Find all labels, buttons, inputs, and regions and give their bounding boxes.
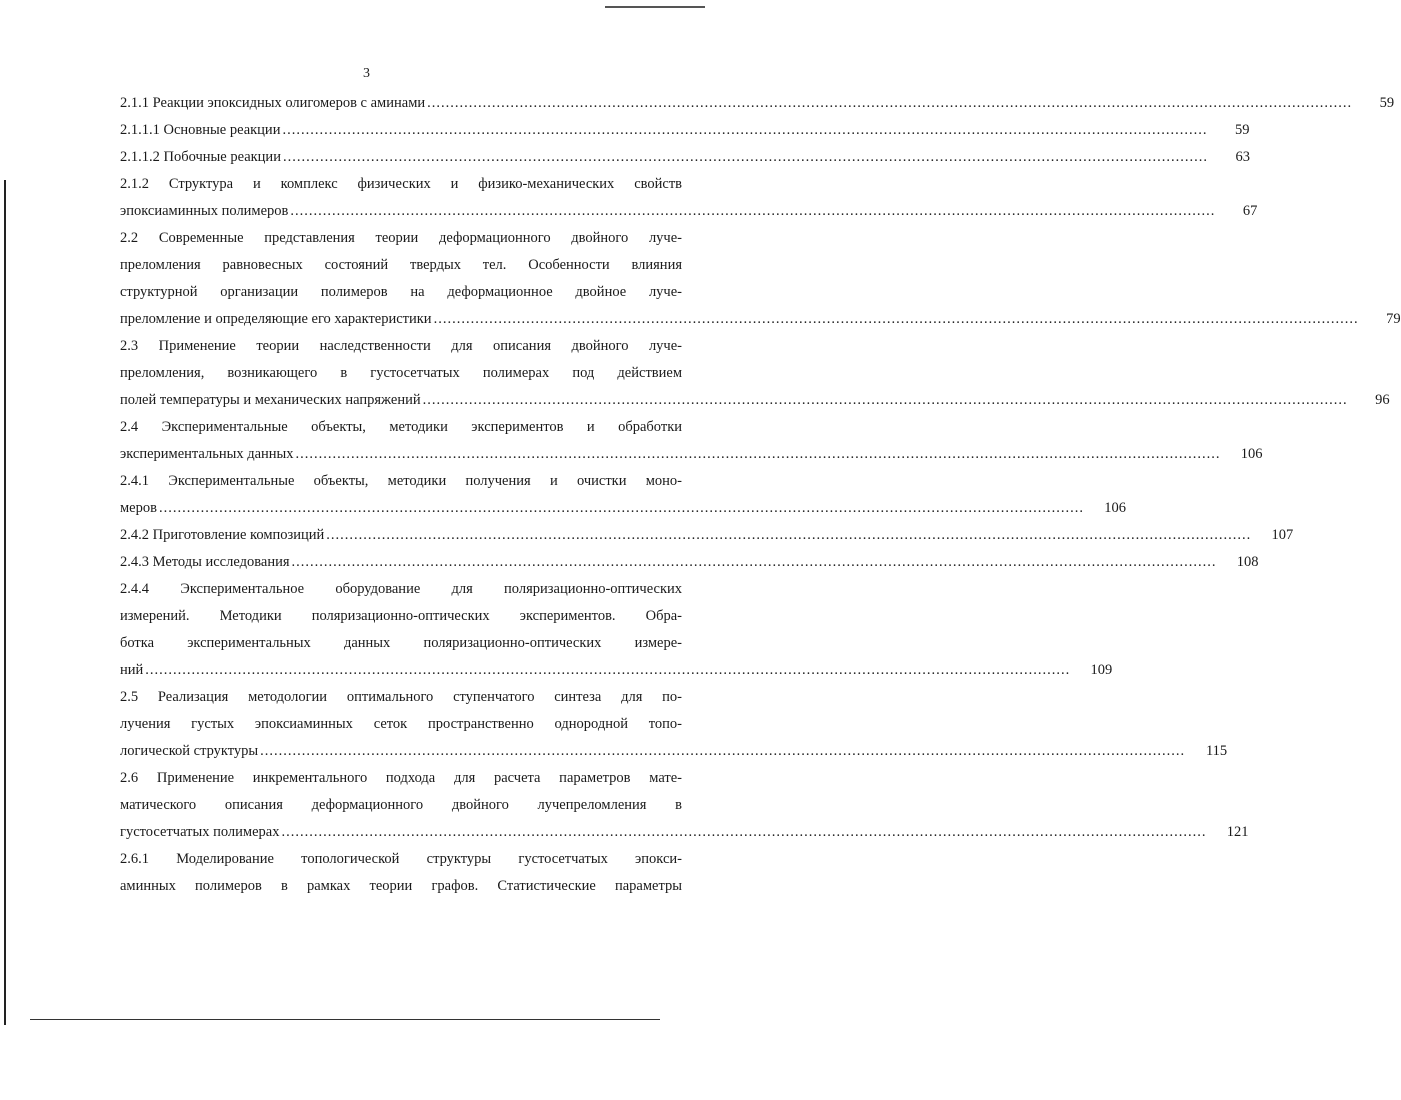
toc-page-number: 106 (1240, 446, 1263, 462)
toc-page-number: 59 (1379, 95, 1395, 111)
toc-entry-text: аминных полимеров в рамках теории графов. Статистические параметры (120, 878, 682, 894)
dot-leader: ........................................................................................................................................................................................................ (290, 203, 1216, 219)
toc-entry (120, 333, 1390, 414)
scan-artifact-bottom-line (30, 1019, 660, 1020)
toc-page-number: 121 (1226, 824, 1249, 840)
toc-entry (120, 414, 1263, 468)
toc-entry-text: полей температуры и механических напряжений (120, 392, 421, 408)
toc-entry-last-line (120, 117, 1250, 144)
toc-entry-text: преломление и определяющие его характеристики (120, 311, 432, 327)
toc-entry-last-line (120, 441, 1263, 468)
toc-entry-text: 2.2 Современные представления теории деформационного двойного луче- (120, 230, 682, 246)
toc-entry-text: густосетчатых полимерах (120, 824, 280, 840)
toc-entry (120, 90, 1395, 117)
toc-entry (120, 522, 1294, 549)
dot-leader: ........................................................................................................................................................................................................ (422, 392, 1348, 408)
toc-entry-last-line (120, 657, 1113, 684)
toc-entry (120, 576, 1113, 684)
toc-page-number: 79 (1386, 311, 1401, 327)
toc-entry-text: матического описания деформационного двойного лучепреломления в (120, 797, 682, 813)
toc-entry-text: 2.5 Реализация методологии оптимального ступенчатого синтеза для по- (120, 689, 682, 705)
dot-leader: ........................................................................................................................................................................................................ (433, 311, 1359, 327)
toc-page-number: 107 (1271, 527, 1294, 543)
toc-entry-text: ний (120, 662, 144, 678)
toc-entry-text: структурной организации полимеров на деформационное двойное луче- (120, 284, 682, 300)
toc-entry-text: 2.1.1.1 Основные реакции (120, 122, 281, 138)
dot-leader: ........................................................................................................................................................................................................ (326, 527, 1252, 543)
toc-entry (120, 684, 1228, 765)
toc-page-number: 67 (1242, 203, 1258, 219)
toc-entry (120, 144, 1250, 171)
toc-entry-last-line (120, 819, 1249, 846)
toc-entry-last-line (120, 90, 1395, 117)
toc-entry-text: экспериментальных данных (120, 446, 294, 462)
toc-entry-text: 2.6.1 Моделирование топологической структуры густосетчатых эпокси- (120, 851, 682, 867)
scan-artifact-left-edge (4, 180, 6, 1025)
toc-entry (120, 468, 1126, 522)
dot-leader: ........................................................................................................................................................................................................ (282, 149, 1208, 165)
toc-page-number: 115 (1205, 743, 1228, 759)
toc-entry-text: 2.4.1 Экспериментальные объекты, методики получения и очистки моно- (120, 473, 682, 489)
toc-entry (120, 117, 1250, 144)
scan-artifact-top (605, 0, 705, 8)
dot-leader: ........................................................................................................................................................................................................ (282, 122, 1208, 138)
toc-entry-text: 2.4.3 Методы исследования (120, 554, 290, 570)
dot-leader: ........................................................................................................................................................................................................ (145, 662, 1071, 678)
toc-page-number: 59 (1234, 122, 1250, 138)
toc-entry-text: 2.1.2 Структура и комплекс физических и физико-механических свойств (120, 176, 682, 192)
toc-entry-text: логической структуры (120, 743, 259, 759)
toc-entry-text: 2.1.1.2 Побочные реакции (120, 149, 281, 165)
toc-entry-text: 2.3 Применение теории наследственности для описания двойного луче- (120, 338, 682, 354)
toc-entry (120, 846, 682, 900)
toc-entry-text: 2.4.4 Экспериментальное оборудование для поляризационно-оптических (120, 581, 682, 597)
toc-page-number: 106 (1104, 500, 1126, 516)
toc-entry-last-line (120, 387, 1390, 414)
toc-entry-text: 2.4 Экспериментальные объекты, методики экспериментов и обработки (120, 419, 682, 435)
toc-page-number: 63 (1235, 149, 1250, 165)
toc-entry-last-line (120, 522, 1294, 549)
toc-entry-last-line (120, 549, 1259, 576)
table-of-contents (120, 90, 1401, 900)
toc-entry-text: меров (120, 500, 157, 516)
toc-entry-text: ботка экспериментальных данных поляризационно-оптических измере- (120, 635, 682, 651)
dot-leader: ........................................................................................................................................................................................................ (427, 95, 1353, 111)
toc-entry-text: 2.4.2 Приготовление композиций (120, 527, 325, 543)
toc-entry (120, 171, 1258, 225)
toc-page-number: 109 (1090, 662, 1113, 678)
toc-entry (120, 549, 1259, 576)
dot-leader: ........................................................................................................................................................................................................ (295, 446, 1221, 462)
toc-entry-text: лучения густых эпоксиаминных сеток пространственно однородной топо- (120, 716, 682, 732)
toc-entry-text: эпоксиаминных полимеров (120, 203, 289, 219)
toc-page-number: 96 (1375, 392, 1390, 408)
toc-entry-text: преломления, возникающего в густосетчатых полимерах под действием (120, 365, 682, 381)
dot-leader: ........................................................................................................................................................................................................ (158, 500, 1084, 516)
page-number: 3 (363, 66, 370, 81)
toc-entry (120, 765, 1249, 846)
dot-leader: ........................................................................................................................................................................................................ (260, 743, 1186, 759)
toc-entry-last-line (120, 738, 1228, 765)
toc-entry-text: 2.1.1 Реакции эпоксидных олигомеров с аминами (120, 95, 426, 111)
toc-entry-last-line (120, 198, 1258, 225)
toc-entry-text: измерений. Методики поляризационно-оптических экспериментов. Обра- (120, 608, 682, 624)
toc-page-number: 108 (1236, 554, 1259, 570)
dot-leader: ........................................................................................................................................................................................................ (281, 824, 1207, 840)
toc-entry (120, 225, 1401, 333)
toc-entry-text: преломления равновесных состояний твердых тел. Особенности влияния (120, 257, 682, 273)
toc-entry-last-line (120, 144, 1250, 171)
toc-entry-last-line (120, 306, 1401, 333)
dot-leader: ........................................................................................................................................................................................................ (291, 554, 1217, 570)
toc-entry-last-line (120, 495, 1126, 522)
toc-entry-text: 2.6 Применение инкрементального подхода для расчета параметров мате- (120, 770, 682, 786)
